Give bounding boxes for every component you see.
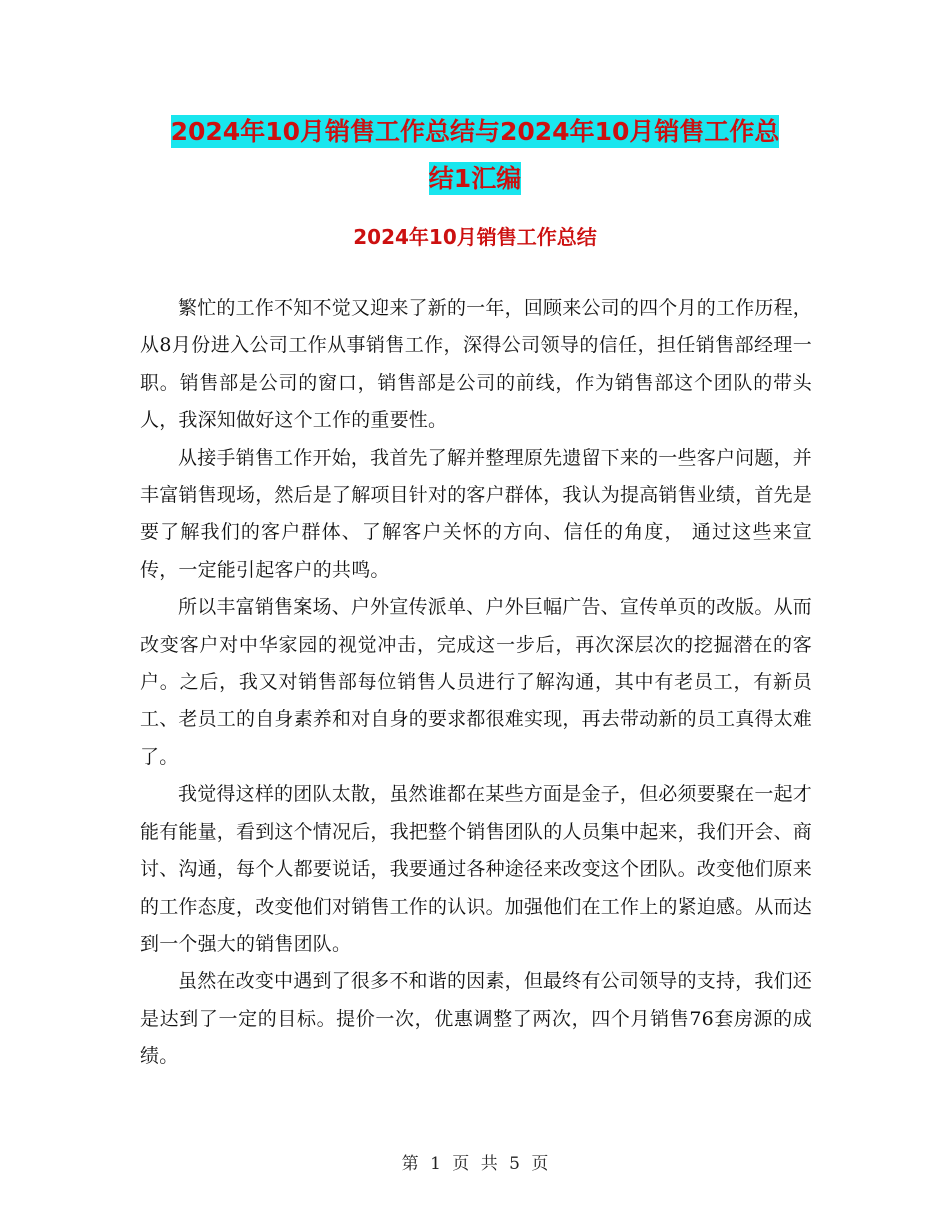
- section-title: 2024年10月销售工作总结: [353, 225, 597, 249]
- paragraph-3: 所以丰富销售案场、户外宣传派单、户外巨幅广告、宣传单页的改版。从而改变客户对中华家园的视觉冲击，完成这一步后，再次深层次的挖掘潜在的客户。之后，我又对销售部每位销售人员进行了解沟通，其中有老员工，有新员工、老员工的自身素养和对自身的要求都很难实现，再去带动新的员工真得太难了。: [140, 596, 813, 768]
- paragraph-5: 虽然在改变中遇到了很多不和谐的因素，但最终有公司领导的支持，我们还是达到了一定的目标。提价一次，优惠调整了两次，四个月销售76套房源的成绩。: [140, 970, 812, 1068]
- document-title: [140, 108, 810, 202]
- paragraph-4: 我觉得这样的团队太散，虽然谁都在某些方面是金子，但必须要聚在一起才能有能量，看到这个情况后，我把整个销售团队的人员集中起来，我们开会、商讨、沟通，每个人都要说话，我要通过各种途径来改变这个团队。改变他们原来的工作态度，改变他们对销售工作的认识。加强他们在工作上的紧迫感。从而达到一个强大的销售团队。: [140, 783, 813, 955]
- paragraph-1: 繁忙的工作不知不觉又迎来了新的一年，回顾来公司的四个月的工作历程，从8月份进入公司工作从事销售工作，深得公司领导的信任，担任销售部经理一职。销售部是公司的窗口，销售部是公司的前线，作为销售部这个团队的带头人，我深知做好这个工作的重要性。: [140, 297, 812, 432]
- title-line-2: 结1汇编: [428, 164, 522, 193]
- page-footer: 第 1 页 共 5 页: [401, 1154, 549, 1174]
- title-line-1: 2024年10月销售工作总结与2024年10月销售工作总: [170, 117, 780, 146]
- paragraph-2: 从接手销售工作开始，我首先了解并整理原先遗留下来的一些客户问题，并丰富销售现场，然后是了解项目针对的客户群体，我认为提高销售业绩，首先是要了解我们的客户群体、了解客户关怀的方向、信任的角度， 通过这些来宣传，一定能引起客户的共鸣。: [140, 446, 813, 581]
- document-body: [140, 290, 812, 1076]
